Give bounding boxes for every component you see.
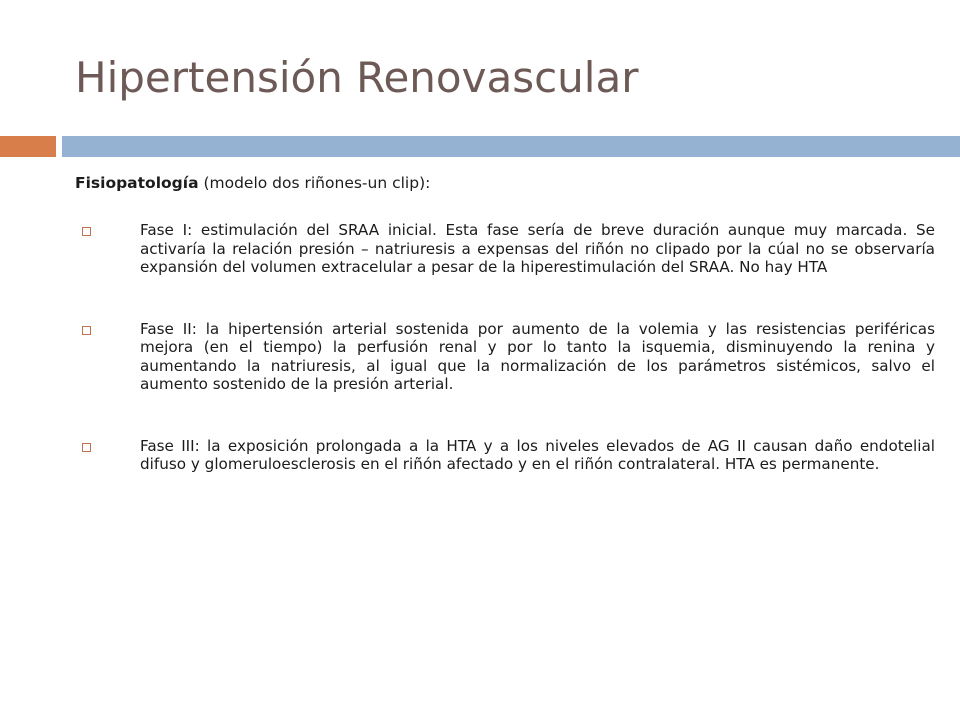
slide-title: Hipertensión Renovascular: [75, 53, 639, 102]
title-underline-bar: [62, 136, 960, 157]
bullet-phase-1: [75, 221, 935, 277]
bullet-phase-3: [75, 437, 935, 474]
bullet-phase-2: [75, 320, 935, 394]
square-bullet-icon: [82, 227, 91, 236]
slide-content: [75, 173, 935, 517]
bullet-text: Fase II: la hipertensión arterial sostenida por aumento de la volemia y las resistencias periféricas mejora (en el tiempo) la perfusión renal y por lo tanto la isquemia, disminuyendo la renina y aumentando la natriuresis, al igual que la normalización de los parámetros sistémicos, salvo el aumento sostenido de la presión arterial.: [140, 319, 935, 393]
square-bullet-icon: [82, 326, 91, 335]
subtitle-rest: (modelo dos riñones-un clip):: [198, 174, 431, 192]
bullet-text: Fase III: la exposición prolongada a la HTA y a los niveles elevados de AG II causan daño endotelial difuso y glomeruloesclerosis en el riñón afectado y en el riñón contralateral. HTA es permanente.: [140, 436, 935, 473]
accent-bar: [0, 136, 56, 157]
bullet-text: Fase I: estimulación del SRAA inicial. Esta fase sería de breve duración aunque muy marcada. Se activaría la relación presión – natriuresis a expensas del riñón no clipado por la cúal no se observaría expansión del volumen extracelular a pesar de la hiperestimulación del SRAA. No hay HTA: [140, 221, 935, 276]
subtitle-bold: Fisiopatología: [75, 174, 199, 192]
square-bullet-icon: [82, 443, 91, 452]
section-subtitle: [75, 173, 935, 193]
